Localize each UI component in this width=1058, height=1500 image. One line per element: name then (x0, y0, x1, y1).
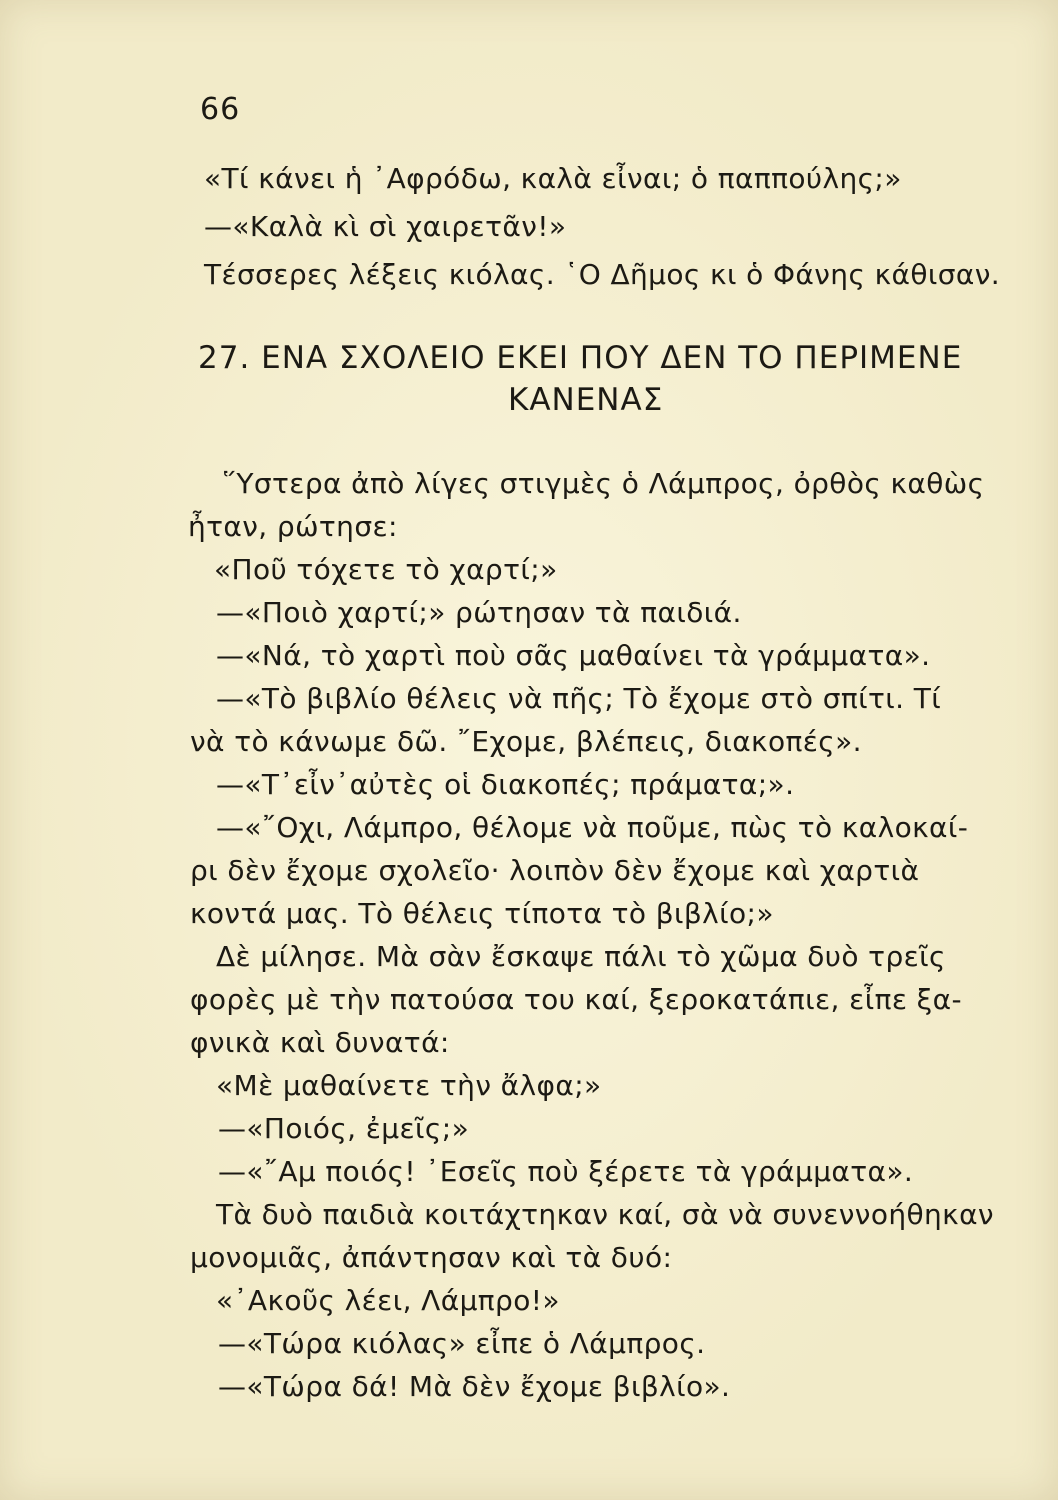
text-line: —«Τώρα δά! Μὰ δὲν ἔχομε βιβλίο». (218, 1370, 731, 1403)
text-line: —«Ποιὸ χαρτί;» ρώτησαν τὰ παιδιά. (216, 596, 742, 629)
text-line: Δὲ μίλησε. Μὰ σὰν ἔσκαψε πάλι τὸ χῶμα δυὸ τρεῖς (216, 940, 946, 973)
text-line: —«῎Οχι, Λάμπρο, θέλομε νὰ ποῦμε, πὼς τὸ καλοκαί- (216, 811, 969, 844)
text-line: —«Τ᾽εἶν᾽αὐτὲς οἱ διακοπές; πράματα;». (216, 768, 795, 801)
text-line: ῞Υστερα ἀπὸ λίγες στιγμὲς ὁ Λάμπρος, ὀρθὸς καθὼς (222, 467, 985, 500)
text-line: —«Ποιός, ἐμεῖς;» (218, 1112, 470, 1145)
text-line: —«῎Αμ ποιός! ᾽Εσεῖς ποὺ ξέρετε τὰ γράμματα». (218, 1155, 914, 1188)
text-line: Τὰ δυὸ παιδιὰ κοιτάχτηκαν καί, σὰ νὰ συνεννοήθηκαν (216, 1198, 994, 1231)
text-line: —«Καλὰ κὶ σὶ χαιρετᾶν!» (204, 210, 567, 243)
text-line: —«Νά, τὸ χαρτὶ ποὺ σᾶς μαθαίνει τὰ γράμματα». (216, 639, 931, 672)
text-line: μονομιᾶς, ἀπάντησαν καὶ τὰ δυό: (190, 1241, 673, 1274)
text-line: «᾽Ακοῦς λέει, Λάμπρο!» (216, 1284, 560, 1317)
text-line: νὰ τὸ κάνωμε δῶ. ῎Εχομε, βλέπεις, διακοπές». (190, 725, 862, 758)
chapter-title: 27. ΕΝΑ ΣΧΟΛΕΙΟ ΕΚΕΙ ΠΟΥ ΔΕΝ ΤΟ ΠΕΡΙΜΕΝΕ (198, 340, 963, 376)
text-line: ρι δὲν ἔχομε σχολεῖο· λοιπὸν δὲν ἔχομε καὶ χαρτιὰ (190, 854, 920, 887)
text-line: —«Τὸ βιβλίο θέλεις νὰ πῆς; Τὸ ἔχομε στὸ σπίτι. Τί (216, 682, 942, 715)
text-line: «Ποῦ τόχετε τὸ χαρτί;» (214, 553, 558, 586)
text-line: «Τί κάνει ἡ ᾽Αφρόδω, καλὰ εἶναι; ὁ παππούλης;» (204, 162, 902, 195)
text-line: «Μὲ μαθαίνετε τὴν ἄλφα;» (216, 1069, 602, 1102)
chapter-title-continued: ΚΑΝΕΝΑΣ (508, 382, 664, 418)
text-line: κοντά μας. Τὸ θέλεις τίποτα τὸ βιβλίο;» (190, 897, 774, 930)
text-line: —«Τώρα κιόλας» εἶπε ὁ Λάμπρος. (218, 1327, 706, 1360)
text-line: φορὲς μὲ τὴν πατούσα του καί, ξεροκατάπιε, εἶπε ξα- (190, 983, 963, 1016)
text-line: φνικὰ καὶ δυνατά: (190, 1026, 450, 1059)
text-line: ἦταν, ρώτησε: (188, 510, 398, 543)
text-line: Τέσσερες λέξεις κιόλας. ῾Ο Δῆμος κι ὁ Φάνης κάθισαν. (204, 258, 1001, 291)
page-number: 66 (200, 92, 241, 127)
